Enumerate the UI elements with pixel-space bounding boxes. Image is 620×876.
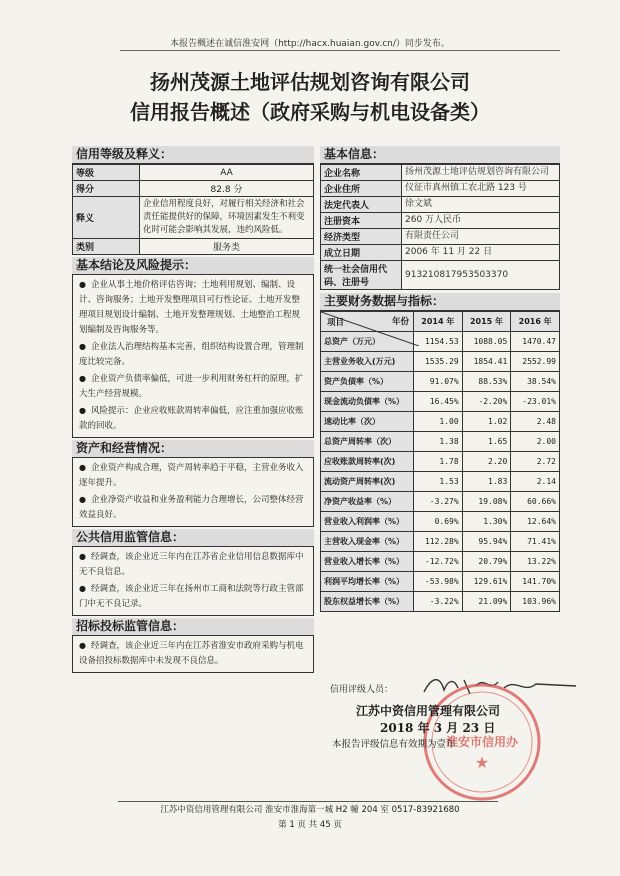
metric-value: 2552.99 (511, 352, 560, 372)
publish-notice: 本报告概述在诚信淮安网（http://hacx.huaian.gov.cn/）同步发布。 (170, 39, 450, 49)
table-row (321, 592, 560, 612)
metric-value: 91.07% (414, 372, 463, 392)
bullet-icon: ● (79, 463, 86, 472)
metric-value: 103.96% (511, 592, 560, 612)
bullet-icon: ● (79, 406, 86, 415)
table-row (321, 472, 560, 492)
metric-value: 1.53 (414, 472, 463, 492)
report-title-type: 信用报告概述（政府采购与机电设备类） (130, 100, 490, 124)
metric-value: 2.48 (511, 412, 560, 432)
conclusion-box (72, 275, 314, 438)
metric-value: 0.69% (414, 512, 463, 532)
list-item: ● 经调查，该企业近三年内在江苏省淮安市政府采购与机电设备招投标数据库中未发现不良信息。 (79, 638, 307, 669)
assets-box (72, 458, 314, 527)
score-value: 82.8 分 (140, 181, 314, 197)
table-row (321, 552, 560, 572)
metric-value: -23.01% (511, 392, 560, 412)
metric-name: 股东权益增长率（%） (321, 592, 414, 612)
table-row (73, 181, 314, 197)
metric-name: 主营业务收入(万元) (321, 352, 414, 372)
metric-value: 95.94% (462, 532, 511, 552)
category-value: 服务类 (140, 239, 314, 255)
page-number: 第 1 页 共 45 页 (278, 820, 342, 830)
legal-rep-value: 徐文斌 (402, 197, 560, 213)
svg-text:淮安市信用办: 淮安市信用办 (445, 735, 519, 749)
issue-date: 2018 年 3 月 23 日 (380, 721, 496, 735)
rater-label: 信用评级人员： (330, 685, 394, 695)
corner-item-label: 项目 (327, 318, 345, 328)
basic-info-heading: 基本信息： (320, 146, 560, 164)
metric-value: 2.20 (462, 452, 511, 472)
metric-name: 现金流动负债率（%） (321, 392, 414, 412)
metric-name: 营业收入利润率（%） (321, 512, 414, 532)
metric-value: 1.02 (462, 412, 511, 432)
metric-name: 速动比率（次） (321, 412, 414, 432)
table-row (321, 261, 560, 290)
founded-value: 2006 年 11 月 22 日 (402, 245, 560, 261)
metric-value: -2.20% (462, 392, 511, 412)
table-header-row (321, 312, 560, 332)
metric-value: 1088.05 (462, 332, 511, 352)
svg-text:★: ★ (474, 753, 490, 772)
category-label: 类别 (73, 239, 140, 255)
company-name-label: 企业名称 (321, 165, 402, 181)
definition-label: 释义 (73, 197, 140, 239)
metric-value: -3.27% (414, 492, 463, 512)
year-header: 2016 年 (511, 312, 560, 332)
definition-value: 企业信用程度良好，对履行相关经济和社会责任能提供好的保障，环境因素发生不利变化时可能会影响其发展，违约风险低。 (140, 197, 314, 239)
level-label: 等级 (73, 165, 140, 181)
table-row (321, 432, 560, 452)
table-row (73, 197, 314, 239)
metric-value: 2.72 (511, 452, 560, 472)
table-row (321, 532, 560, 552)
metric-value: 112.28% (414, 532, 463, 552)
bidding-heading: 招标投标监管信息： (72, 618, 314, 636)
table-row (321, 245, 560, 261)
report-title-company: 扬州茂源土地评估规划咨询有限公司 (150, 70, 470, 94)
table-row (321, 412, 560, 432)
basic-info-table (320, 164, 560, 290)
metric-value: 38.54% (511, 372, 560, 392)
list-item: ● 经调查，该企业近三年内在江苏省企业信用信息数据库中无不良信息。 (79, 549, 307, 580)
metric-value: 19.08% (462, 492, 511, 512)
table-row (73, 165, 314, 181)
financial-table (320, 311, 560, 612)
table-row (321, 572, 560, 592)
bullet-icon: ● (79, 342, 86, 351)
metric-name: 利润平均增长率（%） (321, 572, 414, 592)
year-header: 2015 年 (462, 312, 511, 332)
table-row (321, 165, 560, 181)
public-credit-box (72, 547, 314, 616)
table-row (321, 181, 560, 197)
metric-value: 13.22% (511, 552, 560, 572)
corner-header (321, 312, 414, 332)
footer-divider (118, 801, 498, 802)
table-row (321, 512, 560, 532)
metric-value: 88.53% (462, 372, 511, 392)
score-label: 得分 (73, 181, 140, 197)
issuer-company: 江苏中资信用管理有限公司 (356, 704, 501, 718)
metric-value: 20.79% (462, 552, 511, 572)
metric-value: 1470.47 (511, 332, 560, 352)
table-row (321, 392, 560, 412)
bullet-icon: ● (79, 552, 86, 561)
bullet-icon: ● (79, 584, 86, 593)
public-credit-heading: 公共信用监管信息： (72, 529, 314, 547)
metric-value: 21.09% (462, 592, 511, 612)
table-row (321, 213, 560, 229)
metric-value: 71.41% (511, 532, 560, 552)
list-item: ● 经调查，该企业近三年在扬州市工商和法院等行政主管部门中无不良记录。 (79, 581, 307, 612)
metric-name: 总资产（万元） (321, 332, 414, 352)
credit-code-label: 统一社会信用代码、注册号 (321, 261, 402, 290)
address-label: 企业住所 (321, 181, 402, 197)
credit-code-value: 913210817953503370 (402, 261, 560, 290)
metric-name: 营业收入增长率（%） (321, 552, 414, 572)
list-item: ● 企业资产构成合理，资产周转率趋于平稳，主营业务收入逐年提升。 (79, 460, 307, 491)
list-item: ● 企业净资产收益和业务盈利能力合理增长，公司整体经营效益良好。 (79, 492, 307, 523)
metric-value: 1.30% (462, 512, 511, 532)
table-row (321, 197, 560, 213)
list-item: ● 企业法人治理结构基本完善，组织结构设置合理，管理制度比较完备。 (79, 339, 307, 370)
validity-note: 本报告评级信息有效期为壹年 (332, 739, 456, 750)
metric-name: 净资产收益率（%） (321, 492, 414, 512)
metric-value: -3.22% (414, 592, 463, 612)
list-item: ● 风险提示：企业应收账款周转率偏低，应注重加强应收账款的回收。 (79, 403, 307, 434)
left-column (72, 146, 314, 673)
credit-level-table (72, 164, 314, 255)
metric-value: 1854.41 (462, 352, 511, 372)
bullet-icon: ● (79, 280, 86, 289)
metric-value: 141.70% (511, 572, 560, 592)
metric-value: 1.65 (462, 432, 511, 452)
footer-contact: 江苏中资信用管理有限公司 淮安市淮海第一城 H2 幢 204 室 0517-83921680 (160, 805, 460, 815)
metric-name: 资产负债率（%） (321, 372, 414, 392)
company-name-value: 扬州茂源土地评估规划咨询有限公司 (402, 165, 560, 181)
metric-value: 129.61% (462, 572, 511, 592)
bullet-icon: ● (79, 374, 86, 383)
table-row (321, 492, 560, 512)
credit-level-heading: 信用等级及释义： (72, 146, 314, 164)
table-row (321, 452, 560, 472)
conclusion-heading: 基本结论及风险提示： (72, 257, 314, 275)
assets-heading: 资产和经营情况： (72, 440, 314, 458)
table-row (321, 372, 560, 392)
right-column (320, 146, 560, 612)
table-row (321, 352, 560, 372)
legal-rep-label: 法定代表人 (321, 197, 402, 213)
address-value: 仪征市真州镇工农北路 123 号 (402, 181, 560, 197)
metric-name: 应收账款周转率(次) (321, 452, 414, 472)
year-header: 2014 年 (414, 312, 463, 332)
metric-value: 1535.29 (414, 352, 463, 372)
metric-value: 2.14 (511, 472, 560, 492)
metric-value: 2.00 (511, 432, 560, 452)
econ-type-label: 经济类型 (321, 229, 402, 245)
metric-value: 60.66% (511, 492, 560, 512)
metric-value: 12.64% (511, 512, 560, 532)
bullet-icon: ● (79, 495, 86, 504)
metric-value: -12.72% (414, 552, 463, 572)
metric-value: 1.38 (414, 432, 463, 452)
table-row (321, 229, 560, 245)
metric-value: 1.78 (414, 452, 463, 472)
metric-name: 主营收入现金率（%） (321, 532, 414, 552)
founded-label: 成立日期 (321, 245, 402, 261)
list-item: ● 企业资产负债率偏低，可进一步利用财务杠杆的原理，扩大生产经营规模。 (79, 371, 307, 402)
bullet-icon: ● (79, 641, 86, 650)
financial-rows (321, 332, 560, 612)
econ-type-value: 有限责任公司 (402, 229, 560, 245)
metric-value: 1.83 (462, 472, 511, 492)
capital-label: 注册资本 (321, 213, 402, 229)
metric-name: 流动资产周转率(次) (321, 472, 414, 492)
table-row (73, 239, 314, 255)
financial-heading: 主要财务数据与指标： (320, 293, 560, 311)
metric-value: -53.98% (414, 572, 463, 592)
corner-year-label: 年份 (391, 317, 409, 327)
header-divider (120, 50, 560, 51)
bidding-box (72, 636, 314, 673)
metric-value: 1154.53 (414, 332, 463, 352)
level-value: AA (140, 165, 314, 181)
metric-name: 总资产周转率（次） (321, 432, 414, 452)
list-item: ● 企业从事土地价格评估咨询；土地利用规划、编制、设计、咨询服务；土地开发整理项目可行性论证、土地开发整理项目规划设计编制、土地开发整理规划、土地整治工程规划编制及咨询服务等。 (79, 277, 307, 338)
capital-value: 260 万人民币 (402, 213, 560, 229)
metric-value: 16.45% (414, 392, 463, 412)
metric-value: 1.00 (414, 412, 463, 432)
